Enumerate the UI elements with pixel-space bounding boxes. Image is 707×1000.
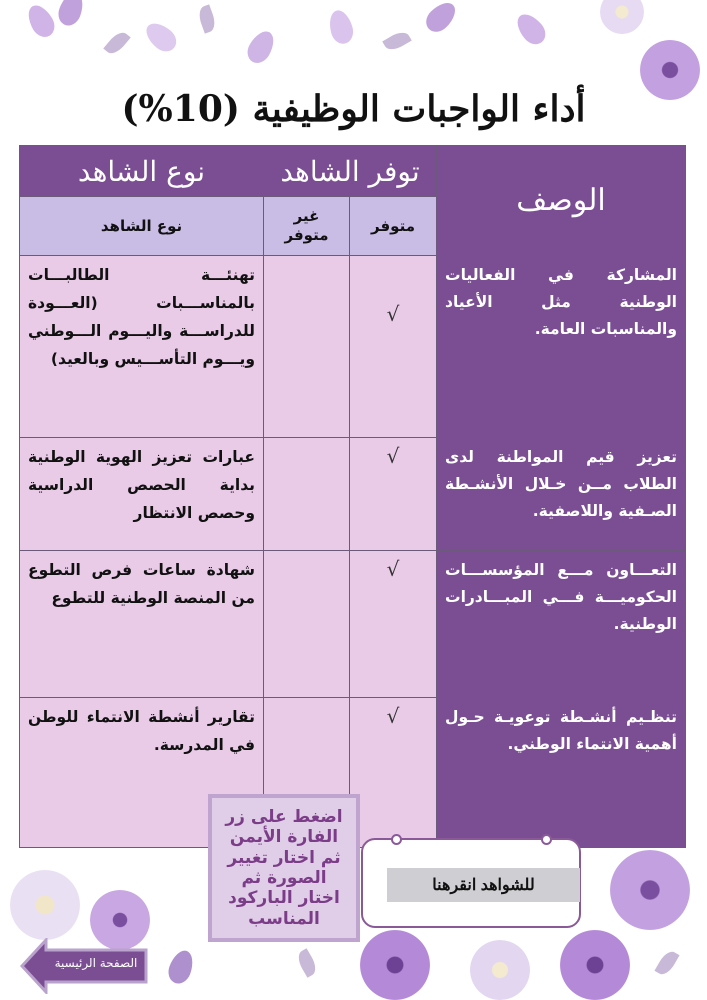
header-evidence-type: نوع الشاهد (20, 146, 264, 197)
header-not-available: غير متوفر (264, 197, 350, 256)
row-evidence: تهنئـــة الطالبـــات بالمناســـبات (العـــودة للدراســـة واليـــوم الـــوطني ويـــوم التأســـيس وبالعيد) (20, 256, 264, 438)
frame-pin-icon (541, 834, 552, 845)
row-evidence: شهادة ساعات فرص التطوع من المنصة الوطنية للتطوع (20, 551, 264, 698)
row-description: تعزيز قيم المواطنة لدى الطلاب مــن خـلال الأنشـطة الصـفية واللاصفية. (437, 438, 686, 551)
row-available-check: √ (350, 256, 437, 438)
header-description: الوصف (437, 146, 686, 256)
table-row (20, 551, 686, 698)
frame-pin-icon (391, 834, 402, 845)
row-description: التعـــاون مـــع المؤسســـات الحكوميـــة فـــي المبـــادرات الوطنية. (437, 551, 686, 698)
page-title: أداء الواجبات الوظيفية (10%) (121, 88, 586, 130)
floral-decoration-top (0, 0, 707, 90)
header-availability: توفر الشاهد (264, 146, 437, 197)
home-button-label: الصفحة الرئيسية (54, 956, 138, 970)
header-available: متوفر (350, 197, 437, 256)
home-button[interactable] (20, 938, 148, 994)
row-available-check: √ (350, 438, 437, 551)
row-available-check: √ (350, 698, 437, 848)
row-description: تنظـيم أنشـطة توعويـة حـول أهمية الانتماء الوطني. (437, 698, 686, 848)
table-row (20, 438, 686, 551)
evidence-link-button[interactable]: للشواهد انقرهنا (387, 868, 580, 902)
row-not-available (264, 551, 350, 698)
barcode-instruction-image[interactable] (208, 794, 360, 942)
row-evidence: عبارات تعزيز الهوية الوطنية بداية الحصص الدراسية وحصص الانتظار (20, 438, 264, 551)
duties-table (19, 145, 686, 848)
table-row (20, 256, 686, 438)
barcode-instruction-text: اضغط على زر الفارة الأيمن ثم اختار تغيير الصورة ثم اختار الباركود المناسب (225, 806, 343, 929)
row-not-available (264, 256, 350, 438)
row-available-check: √ (350, 551, 437, 698)
header-evidence-type-sub: نوع الشاهد (20, 197, 264, 256)
row-description: المشاركة في الفعاليات الوطنية مثل الأعياد والمناسبات العامة. (437, 256, 686, 438)
row-not-available (264, 438, 350, 551)
row-evidence: تقارير أنشطة الانتماء للوطن في المدرسة. (20, 698, 264, 848)
